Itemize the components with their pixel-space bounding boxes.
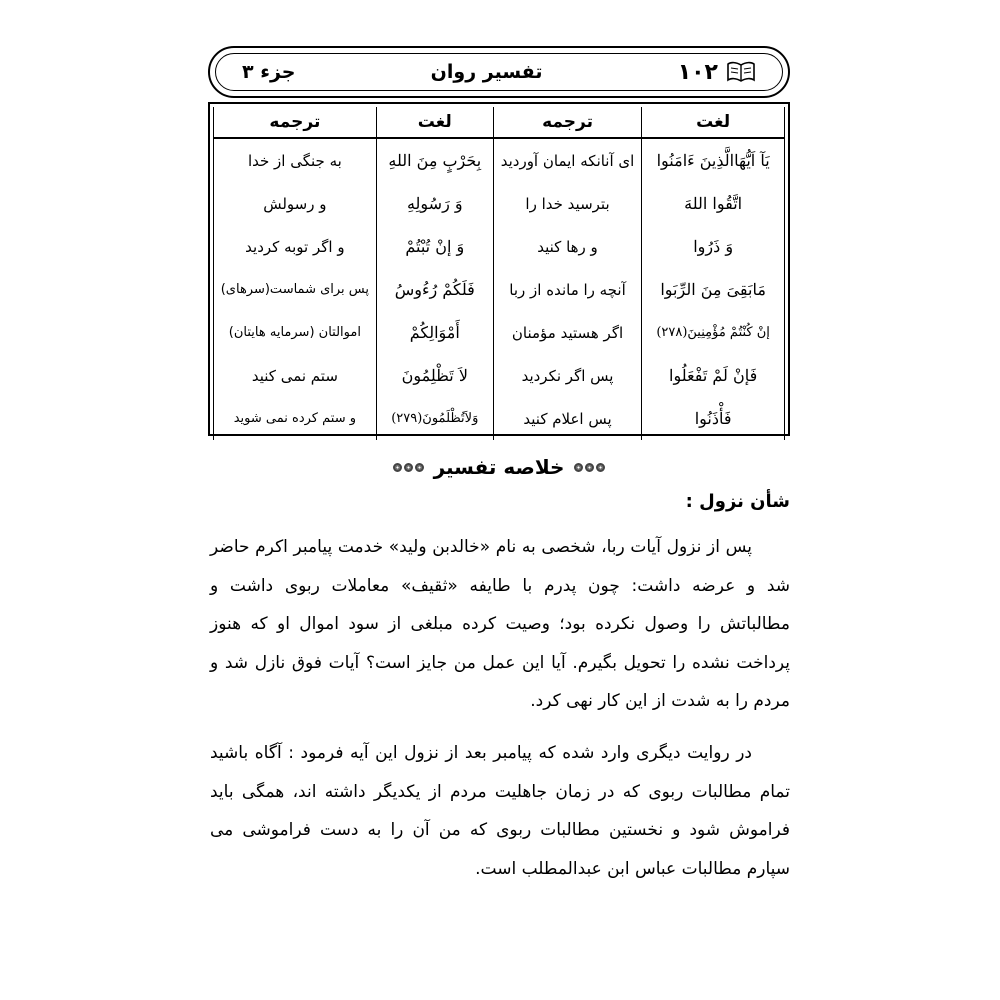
word-cell: بِحَرْبٍ مِنَ اللهِ	[376, 138, 493, 182]
word-cell: وَ رَسُولِهِ	[376, 182, 493, 225]
section-title	[208, 452, 790, 482]
column-header: لغت	[376, 107, 493, 138]
translation-cell: آنچه را مانده از ربا	[493, 268, 641, 311]
vocabulary-table	[208, 102, 790, 436]
table-row	[214, 268, 785, 311]
word-cell: وَ ذَرُوا	[642, 225, 785, 268]
translation-cell: و رها کنید	[493, 225, 641, 268]
word-cell: فَأْذَنُوا	[642, 397, 785, 440]
column-header: ترجمه	[493, 107, 641, 138]
page-header	[208, 46, 790, 98]
translation-cell: و اگر توبه کردید	[214, 225, 377, 268]
word-cell: یَآ اَیُّهَاالَّذِینَ ءَامَنُوا	[642, 138, 785, 182]
table-row	[214, 311, 785, 354]
page-header-inner	[215, 53, 783, 91]
book-icon	[726, 61, 756, 83]
book-title: تفسیر روان	[430, 61, 543, 83]
column-header: لغت	[642, 107, 785, 138]
word-cell: أَمْوَالِكُمْ	[376, 311, 493, 354]
word-cell: وَلاَتُظْلَمُونَ(۲۷۹)	[376, 397, 493, 440]
translation-cell: و ستم کرده نمی شوید	[214, 397, 377, 440]
paragraph	[210, 528, 790, 721]
table-row	[214, 354, 785, 397]
ornament-icon	[393, 463, 424, 472]
page-number-group	[678, 60, 756, 85]
paragraph	[210, 734, 790, 888]
table-row	[214, 225, 785, 268]
translation-cell: پس اعلام کنید	[493, 397, 641, 440]
vocabulary-grid	[213, 107, 785, 440]
translation-cell: ستم نمی کنید	[214, 354, 377, 397]
table-header-row	[214, 107, 785, 138]
translation-cell: اموالتان (سرمایه هایتان)	[214, 311, 377, 354]
column-header: ترجمه	[214, 107, 377, 138]
page-number: ۱۰۲	[677, 59, 718, 85]
paragraph-text: در روایت دیگری وارد شده که پیامبر بعد از نزول این آیه فرمود : آگاه باشید تمام مطالبات ربوی که در زمان جاهلیت مردم از یکدیگر داشته اند، همگی باید فراموش شود و نخستین مطالبات ربوی که من آن را به دست فراموشی می سپارم مطالبات عباس ابن عبدالمطلب است.	[210, 743, 790, 879]
word-cell: اتَّقُوا اللهَ	[642, 182, 785, 225]
table-row	[214, 397, 785, 440]
paragraph-text: پس از نزول آیات ربا، شخصی به نام «خالدبن ولید» خدمت پیامبر اکرم حاضر شد و عرضه داشت: چون پدرم با طایفه «ثقیف» معاملات ربوی داشت و مطالباتش را وصول نکرده بود؛ وصیت کرده مبلغی از سود اموال او که هنوز پرداخت نشده را تحویل بگیرم. آیا این عمل من جایز است؟ آیات فوق نازل شد و مردم را به شدت از این کار نهی کرد.	[210, 537, 790, 711]
translation-cell: به جنگی از خدا	[214, 138, 377, 182]
word-cell: فَإنْ لَمْ تَفْعَلُوا	[642, 354, 785, 397]
translation-cell: ای آنانکه ایمان آوردید	[493, 138, 641, 182]
translation-cell: و رسولش	[214, 182, 377, 225]
section-title-text: خلاصه تفسیر	[433, 455, 565, 479]
translation-cell: اگر هستید مؤمنان	[493, 311, 641, 354]
part-label: جزء ۳	[242, 61, 296, 83]
word-cell: لاَ تَظْلِمُونَ	[376, 354, 493, 397]
table-row	[214, 182, 785, 225]
word-cell: مَابَقِیَ مِنَ الرِّبَوا	[642, 268, 785, 311]
subheading: شأن نزول :	[685, 491, 790, 512]
table-row	[214, 138, 785, 182]
word-cell: وَ إنْ تُبْتُمْ	[376, 225, 493, 268]
ornament-icon	[574, 463, 605, 472]
translation-cell: پس برای شماست(سرهای)	[214, 268, 377, 311]
word-cell: فَلَكُمْ رُءُوسُ	[376, 268, 493, 311]
translation-cell: بترسید خدا را	[493, 182, 641, 225]
word-cell: إنْ كُنْتُمْ مُؤْمِنِينَ(۲۷۸)	[642, 311, 785, 354]
translation-cell: پس اگر نکردید	[493, 354, 641, 397]
